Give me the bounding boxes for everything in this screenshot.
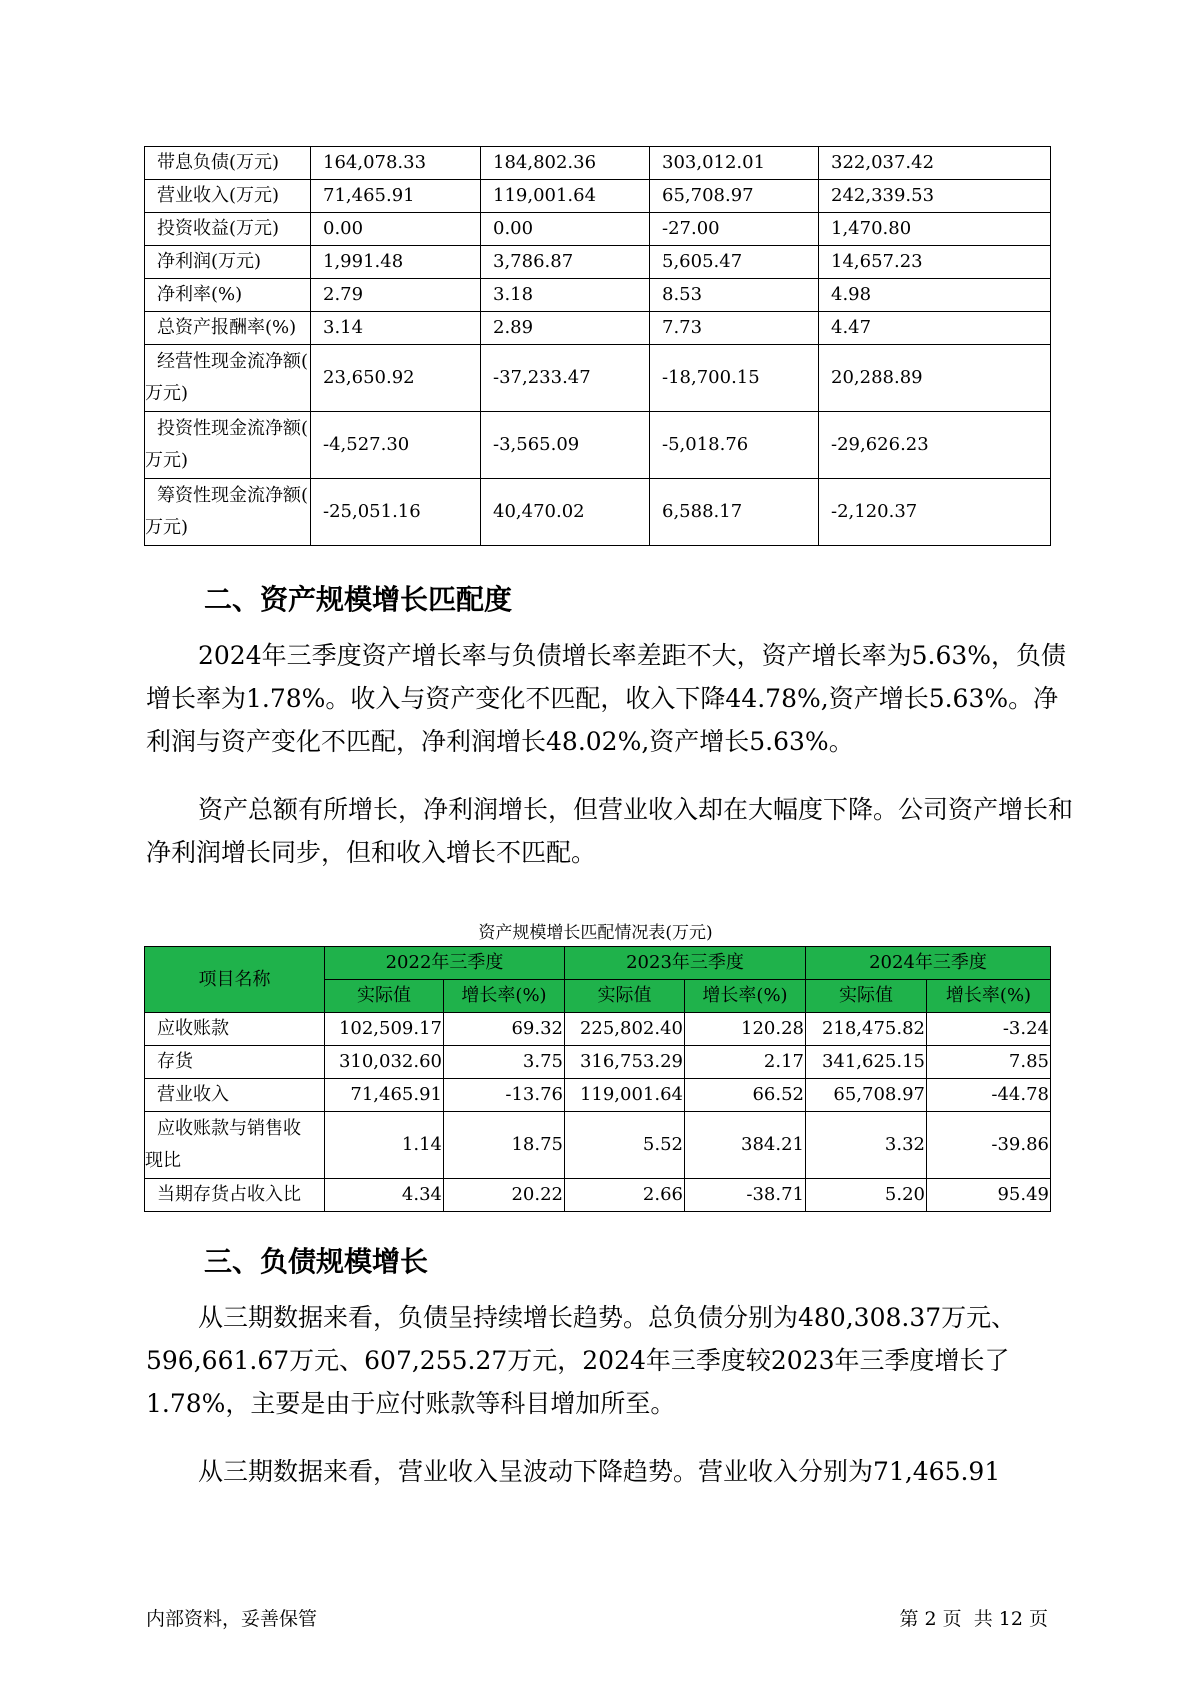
cell-value: 20.22 <box>444 1179 565 1212</box>
cell-value: 0.00 <box>311 213 481 246</box>
row-label: 应收账款 <box>145 1013 325 1046</box>
cell-value: 1.14 <box>325 1112 444 1179</box>
cell-value: 225,802.40 <box>565 1013 685 1046</box>
cell-value: 23,650.92 <box>311 345 481 412</box>
cell-value: -18,700.15 <box>650 345 819 412</box>
cell-value: 7.85 <box>927 1046 1051 1079</box>
cell-value: -37,233.47 <box>481 345 650 412</box>
row-label-line2: 万元) <box>145 383 189 404</box>
cell-value: 14,657.23 <box>819 246 1051 279</box>
row-label <box>145 412 311 479</box>
table-row <box>145 279 1051 312</box>
row-label: 存货 <box>145 1046 325 1079</box>
row-label: 投资收益(万元) <box>145 213 311 246</box>
cell-value: 8.53 <box>650 279 819 312</box>
header-actual: 实际值 <box>806 980 927 1013</box>
header-growth: 增长率(%) <box>685 980 806 1013</box>
row-label: 净利润(万元) <box>145 246 311 279</box>
footer-page-number: 第 2 页 共 12 页 <box>899 1608 1048 1630</box>
cell-value: 3.75 <box>444 1046 565 1079</box>
header-period: 2024年三季度 <box>806 947 1051 980</box>
cell-value: 3.14 <box>311 312 481 345</box>
cell-value: 184,802.36 <box>481 147 650 180</box>
cell-value: 102,509.17 <box>325 1013 444 1046</box>
paragraph: 2024年三季度资产增长率与负债增长率差距不大，资产增长率为5.63%，负债增长率为1.78%。收入与资产变化不匹配，收入下降44.78%,资产增长5.63%。净利润与资产变化不匹配，净利润增长48.02%,资产增长5.63%。 <box>146 641 1067 756</box>
table-row <box>145 147 1051 180</box>
cell-value: -38.71 <box>685 1179 806 1212</box>
row-label: 当期存货占收入比 <box>145 1179 325 1212</box>
row-label <box>145 345 311 412</box>
row-label-line1: 应收账款与销售收 <box>157 1118 301 1139</box>
table-row <box>145 412 1051 479</box>
cell-value: 7.73 <box>650 312 819 345</box>
table-row <box>145 213 1051 246</box>
cell-value: 384.21 <box>685 1112 806 1179</box>
cell-value: 242,339.53 <box>819 180 1051 213</box>
header-growth: 增长率(%) <box>444 980 565 1013</box>
cell-value: -5,018.76 <box>650 412 819 479</box>
cell-value: 303,012.01 <box>650 147 819 180</box>
cell-value: 65,708.97 <box>650 180 819 213</box>
cell-value: 6,588.17 <box>650 479 819 546</box>
cell-value: -13.76 <box>444 1079 565 1112</box>
table-row <box>145 1112 1051 1179</box>
table-row <box>145 1079 1051 1112</box>
cell-value: 3,786.87 <box>481 246 650 279</box>
cell-value: 71,465.91 <box>311 180 481 213</box>
cell-value: 2.66 <box>565 1179 685 1212</box>
table-caption: 资产规模增长匹配情况表(万元) <box>478 923 713 943</box>
cell-value: 310,032.60 <box>325 1046 444 1079</box>
cell-value: -25,051.16 <box>311 479 481 546</box>
cell-value: 119,001.64 <box>481 180 650 213</box>
cell-value: 65,708.97 <box>806 1079 927 1112</box>
cell-value: 0.00 <box>481 213 650 246</box>
row-label-line1: 投资性现金流净额( <box>157 418 309 439</box>
row-label-line2: 万元) <box>145 517 189 538</box>
cell-value: -27.00 <box>650 213 819 246</box>
cell-value: -3,565.09 <box>481 412 650 479</box>
cell-value: 69.32 <box>444 1013 565 1046</box>
paragraph: 资产总额有所增长，净利润增长，但营业收入却在大幅度下降。公司资产增长和净利润增长同步，但和收入增长不匹配。 <box>146 795 1074 867</box>
cell-value: 71,465.91 <box>325 1079 444 1112</box>
row-label-line2: 现比 <box>145 1150 181 1171</box>
cell-value: 2.79 <box>311 279 481 312</box>
cell-value: 5.20 <box>806 1179 927 1212</box>
header-growth: 增长率(%) <box>927 980 1051 1013</box>
footer-confidential-note: 内部资料，妥善保管 <box>146 1608 318 1630</box>
table-row <box>145 312 1051 345</box>
asset-growth-match-table <box>144 946 1051 1212</box>
cell-value: 341,625.15 <box>806 1046 927 1079</box>
cell-value: -2,120.37 <box>819 479 1051 546</box>
table-row <box>145 180 1051 213</box>
financial-summary-table <box>144 146 1051 546</box>
paragraph: 从三期数据来看，负债呈持续增长趋势。总负债分别为480,308.37万元、596,661.67万元、607,255.27万元，2024年三季度较2023年三季度增长了1.78%，主要是由于应付账款等科目增加所至。 <box>146 1303 1017 1418</box>
table-row <box>145 1179 1051 1212</box>
cell-value: 1,991.48 <box>311 246 481 279</box>
cell-value: 2.89 <box>481 312 650 345</box>
table-row <box>145 246 1051 279</box>
cell-value: -3.24 <box>927 1013 1051 1046</box>
section-heading: 三、负债规模增长 <box>204 1245 429 1278</box>
table-row <box>145 1013 1051 1046</box>
cell-value: 18.75 <box>444 1112 565 1179</box>
cell-value: -29,626.23 <box>819 412 1051 479</box>
cell-value: 4.47 <box>819 312 1051 345</box>
header-actual: 实际值 <box>325 980 444 1013</box>
cell-value: 3.32 <box>806 1112 927 1179</box>
row-label-line1: 经营性现金流净额( <box>157 351 309 372</box>
table-row <box>145 479 1051 546</box>
section-heading: 二、资产规模增长匹配度 <box>204 583 513 616</box>
cell-value: 40,470.02 <box>481 479 650 546</box>
header-period: 2023年三季度 <box>565 947 806 980</box>
cell-value: 5.52 <box>565 1112 685 1179</box>
paragraph: 从三期数据来看，营业收入呈波动下降趋势。营业收入分别为71,465.91 <box>198 1457 1001 1486</box>
cell-value: 95.49 <box>927 1179 1051 1212</box>
row-label: 总资产报酬率(%) <box>145 312 311 345</box>
row-label: 营业收入 <box>145 1079 325 1112</box>
row-label: 净利率(%) <box>145 279 311 312</box>
cell-value: 120.28 <box>685 1013 806 1046</box>
cell-value: 3.18 <box>481 279 650 312</box>
cell-value: -44.78 <box>927 1079 1051 1112</box>
header-item-name: 项目名称 <box>145 947 325 1013</box>
row-label <box>145 1112 325 1179</box>
cell-value: 2.17 <box>685 1046 806 1079</box>
cell-value: 5,605.47 <box>650 246 819 279</box>
header-actual: 实际值 <box>565 980 685 1013</box>
cell-value: 4.98 <box>819 279 1051 312</box>
cell-value: 316,753.29 <box>565 1046 685 1079</box>
cell-value: 66.52 <box>685 1079 806 1112</box>
cell-value: 119,001.64 <box>565 1079 685 1112</box>
row-label: 带息负债(万元) <box>145 147 311 180</box>
cell-value: 20,288.89 <box>819 345 1051 412</box>
row-label-line2: 万元) <box>145 450 189 471</box>
cell-value: 218,475.82 <box>806 1013 927 1046</box>
header-period: 2022年三季度 <box>325 947 565 980</box>
table-header-row <box>145 947 1051 980</box>
table-row <box>145 1046 1051 1079</box>
row-label: 营业收入(万元) <box>145 180 311 213</box>
row-label <box>145 479 311 546</box>
table-row <box>145 345 1051 412</box>
cell-value: 4.34 <box>325 1179 444 1212</box>
cell-value: -39.86 <box>927 1112 1051 1179</box>
cell-value: -4,527.30 <box>311 412 481 479</box>
row-label-line1: 筹资性现金流净额( <box>157 485 309 506</box>
cell-value: 1,470.80 <box>819 213 1051 246</box>
cell-value: 164,078.33 <box>311 147 481 180</box>
cell-value: 322,037.42 <box>819 147 1051 180</box>
